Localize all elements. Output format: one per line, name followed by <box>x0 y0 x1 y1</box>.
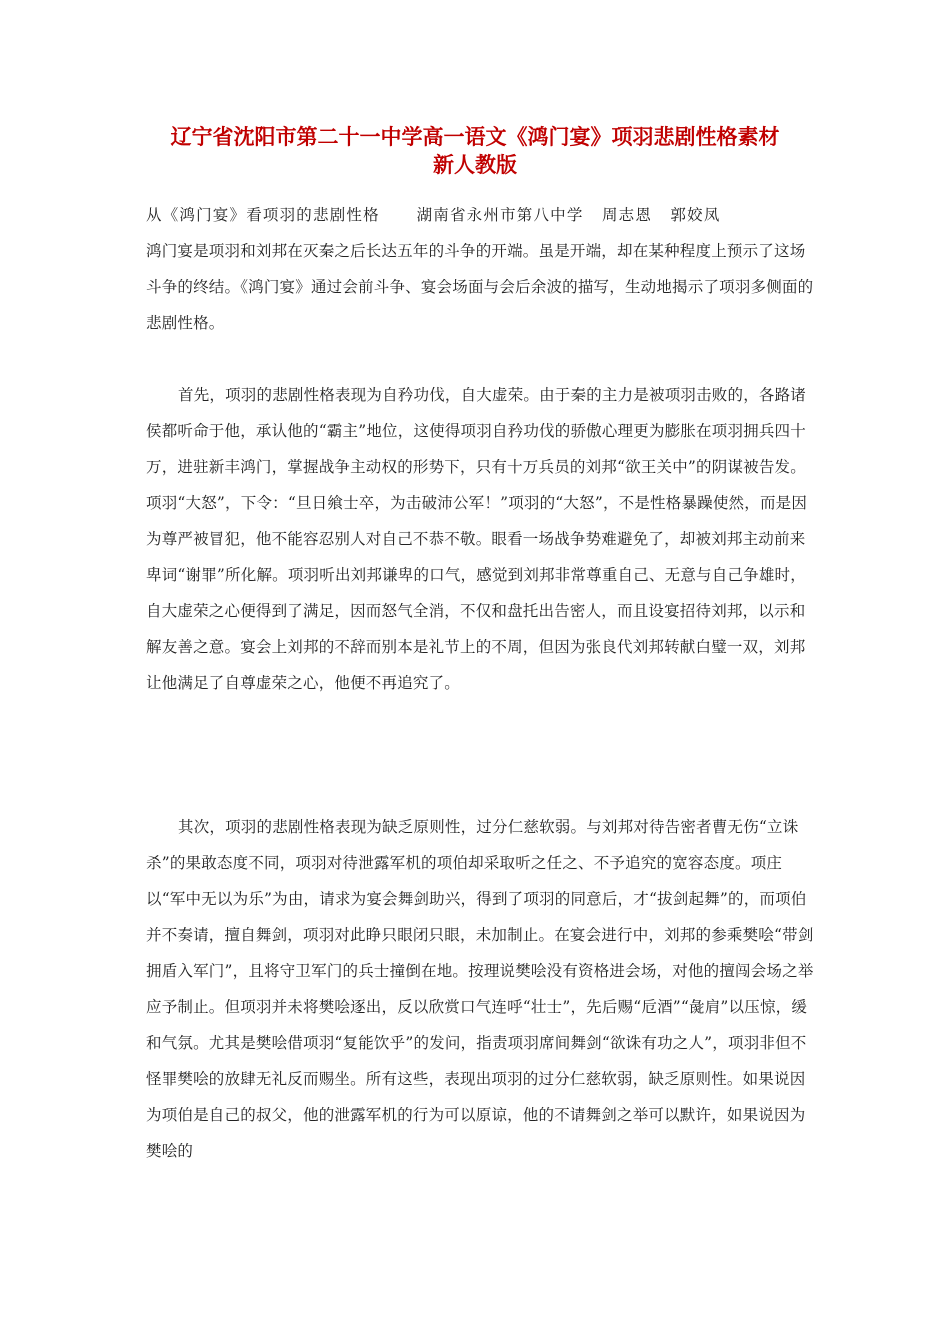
document-title-line2: 新人教版 <box>433 153 517 177</box>
document-title: 辽宁省沈阳市第二十一中学高一语文《鸿门宴》项羽悲剧性格素材 <box>170 125 780 149</box>
article-byline: 从《鸿门宴》看项羽的悲剧性格 湖南省永州市第八中学 周志恩 郭姣凤 <box>146 206 721 224</box>
body-paragraph-1: 首先，项羽的悲剧性格表现为自矜功伐，自大虚荣。由于秦的主力是被项羽击败的，各路诸侯都听命于他，承认他的“霸主”地位，这使得项羽自矜功伐的骄傲心理更为膨胀在项羽拥兵四十万，进驻新丰鸿门，掌握战争主动权的形势下，只有十万兵员的刘邦“欲王关中”的阴谋被告发。项羽“大怒”，下令：“旦日飨士卒，为击破沛公军！”项羽的“大怒”，不是性格暴躁使然，而是因为尊严被冒犯，他不能容忍别人对自己不恭不敬。眼看一场战争势难避免了，却被刘邦主动前来卑词“谢罪”所化解。项羽听出刘邦谦卑的口气，感觉到刘邦非常尊重自己、无意与自己争雄时，自大虚荣之心便得到了满足，因而怒气全消，不仅和盘托出告密人，而且设宴招待刘邦，以示和解友善之意。宴会上刘邦的不辞而别本是礼节上的不周，但因为张良代刘邦转献白璧一双，刘邦让他满足了自尊虚荣之心，他便不再追究了。 <box>146 386 808 692</box>
body-paragraph-2: 其次，项羽的悲剧性格表现为缺乏原则性，过分仁慈软弱。与刘邦对待告密者曹无伤“立诛杀”的果敢态度不同，项羽对待泄露军机的项伯却采取听之任之、不予追究的宽容态度。项庄以“军中无以为乐”为由，请求为宴会舞剑助兴，得到了项羽的同意后，才“拔剑起舞”的，而项伯并不奏请，擅自舞剑，项羽对此睁只眼闭只眼，未加制止。在宴会进行中，刘邦的参乘樊哙“带剑拥盾入军门”，且将守卫军门的兵士撞倒在地。按理说樊哙没有资格进会场，对他的擅闯会场之举应予制止。但项羽并未将樊哙逐出，反以欣赏口气连呼“壮士”，先后赐“卮酒”“彘肩”以压惊，缓和气氛。尤其是樊哙借项羽“复能饮乎”的发问，指责项羽席间舞剑“欲诛有功之人”，项羽非但不怪罪樊哙的放肆无礼反而赐坐。所有这些，表现出项羽的过分仁慈软弱，缺乏原则性。如果说因为项伯是自己的叔父，他的泄露军机的行为可以原谅，他的不请舞剑之举可以默许，如果说因为樊哙的 <box>146 818 814 1160</box>
intro-paragraph: 鸿门宴是项羽和刘邦在灭秦之后长达五年的斗争的开端。虽是开端，却在某种程度上预示了这场斗争的终结。《鸿门宴》通过会前斗争、宴会场面与会后余波的描写，生动地揭示了项羽多侧面的悲剧性格。 <box>146 242 814 332</box>
